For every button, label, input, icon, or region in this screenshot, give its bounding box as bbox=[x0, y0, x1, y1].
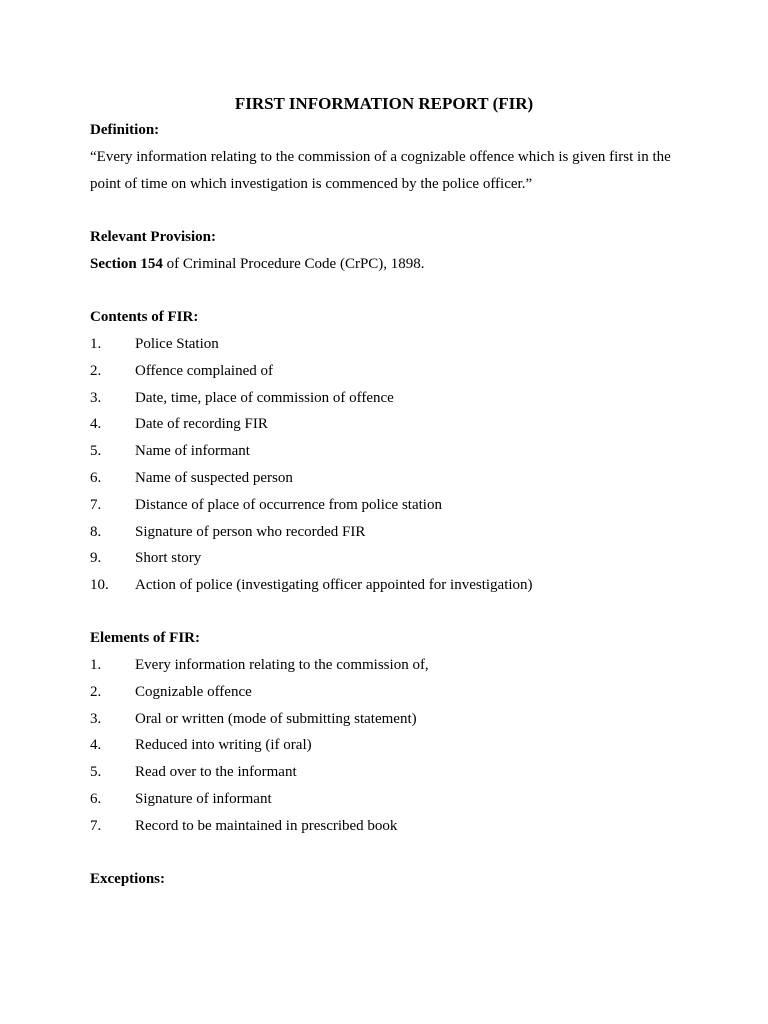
contents-item-number: 2. bbox=[90, 362, 102, 379]
section-label: Section 154 bbox=[90, 256, 163, 272]
contents-item-text: Name of informant bbox=[135, 443, 250, 460]
elements-item bbox=[90, 786, 690, 813]
definition-text: “Every information relating to the commission of a cognizable offence which is given first in the point of time on which investigation is commenced by the police officer.” bbox=[90, 149, 671, 192]
contents-item bbox=[90, 358, 690, 385]
elements-item bbox=[90, 732, 690, 759]
elements-heading: Elements of FIR: bbox=[90, 629, 200, 646]
section-rest: of Criminal Procedure Code (CrPC), 1898. bbox=[162, 256, 425, 272]
relevant-provision-text bbox=[90, 251, 690, 278]
contents-item bbox=[90, 411, 690, 438]
contents-item bbox=[90, 385, 690, 412]
contents-item-number: 10. bbox=[90, 577, 109, 594]
contents-item-number: 7. bbox=[90, 496, 102, 513]
elements-item-number: 3. bbox=[90, 710, 102, 727]
spacer bbox=[90, 840, 690, 866]
elements-item-number: 1. bbox=[90, 656, 102, 673]
elements-item-text: Read over to the informant bbox=[135, 764, 297, 781]
contents-item-number: 3. bbox=[90, 389, 102, 406]
relevant-provision-heading: Relevant Provision: bbox=[90, 229, 216, 245]
contents-item bbox=[90, 331, 690, 358]
elements-item-number: 2. bbox=[90, 683, 102, 700]
elements-item-number: 7. bbox=[90, 817, 102, 834]
elements-item-text: Oral or written (mode of submitting statement) bbox=[135, 710, 417, 727]
elements-item-text: Cognizable offence bbox=[135, 683, 252, 700]
elements-item-number: 5. bbox=[90, 764, 102, 781]
contents-item-text: Date, time, place of commission of offence bbox=[135, 389, 394, 406]
elements-item bbox=[90, 813, 690, 840]
elements-item-text: Signature of informant bbox=[135, 790, 272, 807]
exceptions-heading: Exceptions: bbox=[90, 870, 165, 887]
contents-item bbox=[90, 438, 690, 465]
contents-item-number: 6. bbox=[90, 469, 102, 486]
contents-item-number: 9. bbox=[90, 550, 102, 567]
spacer bbox=[90, 278, 690, 304]
elements-item bbox=[90, 679, 690, 706]
contents-item bbox=[90, 572, 690, 599]
contents-item-number: 5. bbox=[90, 443, 102, 460]
contents-item-number: 4. bbox=[90, 416, 102, 433]
elements-item bbox=[90, 706, 690, 733]
contents-list bbox=[90, 331, 690, 599]
elements-item-text: Every information relating to the commission of, bbox=[135, 656, 429, 673]
contents-item-text: Police Station bbox=[135, 336, 219, 352]
contents-item-text: Distance of place of occurrence from police station bbox=[135, 496, 442, 513]
elements-item bbox=[90, 652, 690, 679]
contents-item bbox=[90, 465, 690, 492]
elements-item bbox=[90, 759, 690, 786]
document-title: FIRST INFORMATION REPORT (FIR) bbox=[234, 94, 534, 113]
contents-item-number: 8. bbox=[90, 523, 102, 540]
elements-item-text: Record to be maintained in prescribed book bbox=[135, 817, 398, 834]
elements-list bbox=[90, 652, 690, 840]
contents-item bbox=[90, 519, 690, 546]
definition-heading: Definition: bbox=[90, 122, 160, 138]
document-page bbox=[90, 91, 690, 893]
elements-item-number: 6. bbox=[90, 790, 102, 807]
contents-item-text: Name of suspected person bbox=[135, 469, 293, 486]
contents-item-text: Signature of person who recorded FIR bbox=[135, 523, 366, 540]
spacer bbox=[90, 599, 690, 625]
contents-item-text: Action of police (investigating officer appointed for investigation) bbox=[135, 577, 533, 594]
contents-item-text: Offence complained of bbox=[135, 362, 273, 379]
contents-item-text: Short story bbox=[135, 550, 202, 567]
contents-item-number: 1. bbox=[90, 336, 102, 352]
elements-item-text: Reduced into writing (if oral) bbox=[135, 737, 312, 754]
spacer bbox=[90, 198, 690, 224]
contents-item-text: Date of recording FIR bbox=[135, 416, 268, 433]
contents-item bbox=[90, 492, 690, 519]
contents-item bbox=[90, 545, 690, 572]
contents-heading: Contents of FIR: bbox=[90, 309, 199, 325]
elements-item-number: 4. bbox=[90, 737, 102, 754]
